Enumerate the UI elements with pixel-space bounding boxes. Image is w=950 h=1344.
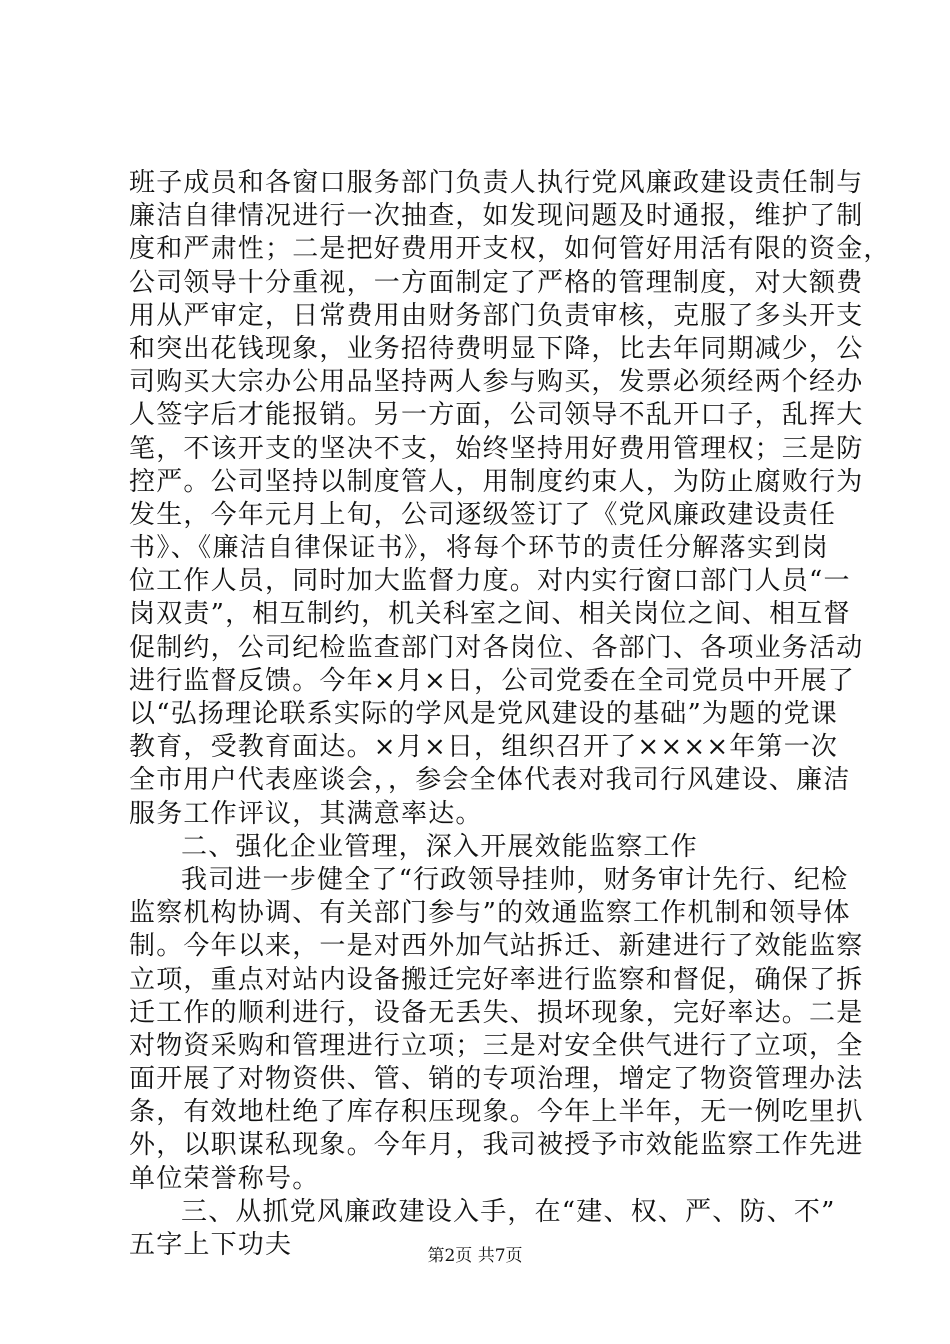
text-line: 班子成员和各窗口服务部门负责人执行党风廉政建设责任制与 — [129, 168, 864, 198]
text-line: 外，以职谋私现象。今年月，我司被授予市效能监察工作先进 — [129, 1130, 864, 1161]
text-line: 制。今年以来，一是对西外加气站拆迁、新建进行了效能监察 — [129, 931, 864, 962]
text-line: 司购买大宗办公用品坚持两人参与购买，发票必须经两个经办 — [129, 367, 864, 398]
text-line: 进行监督反馈。今年×月×日，公司党委在全司党员中开展了 — [129, 665, 855, 696]
text-line: 迁工作的顺利进行，设备无丢失、损坏现象，完好率达。二是 — [129, 997, 864, 1028]
text-line: 笔，不该开支的坚决不支，始终坚持用好费用管理权；三是防 — [129, 433, 864, 464]
text-line: 人签字后才能报销。另一方面，公司领导不乱开口子，乱挥大 — [129, 400, 864, 431]
text-line: 以“弘扬理论联系实际的学风是党风建设的基础”为题的党课 — [129, 699, 838, 729]
section-heading-continued: 五字上下功夫 — [129, 1230, 293, 1260]
text-line: 位工作人员，同时加大监督力度。对内实行窗口部门人员“一 — [129, 566, 851, 597]
text-line: 廉洁自律情况进行一次抽查，如发现问题及时通报，维护了制 — [129, 201, 864, 232]
section-heading: 三、从抓党风廉政建设入手，在“建、权、严、防、不” — [181, 1196, 836, 1227]
text-line: 公司领导十分重视，一方面制定了严格的管理制度，对大额费 — [129, 267, 864, 298]
text-line: 我司进一步健全了“行政领导挂帅，财务审计先行、纪检 — [181, 864, 849, 895]
text-line: 监察机构协调、有关部门参与”的效通监察工作机制和领导体 — [129, 898, 851, 929]
text-line: 和突出花钱现象，业务招待费明显下降，比去年同期减少，公 — [129, 333, 864, 364]
page-number-footer: 第2页 共7页 — [427, 1246, 523, 1266]
text-line: 发生，今年元月上旬，公司逐级签订了《党风廉政建设责任 — [129, 499, 837, 530]
text-line: 全市用户代表座谈会，，参会全体代表对我司行风建设、廉洁 — [129, 765, 851, 796]
text-line: 控严。公司坚持以制度管人，用制度约束人，为防止腐败行为 — [129, 466, 864, 497]
text-line: 促制约，公司纪检监查部门对各岗位、各部门、各项业务活动 — [129, 632, 864, 663]
text-line: 服务工作评议，其满意率达。 — [129, 798, 483, 829]
text-line: 条，有效地杜绝了库存积压现象。今年上半年，无一例吃里扒 — [129, 1097, 864, 1128]
text-line: 单位荣誉称号。 — [129, 1163, 320, 1194]
document-body — [129, 167, 891, 1262]
text-line: 面开展了对物资供、管、销的专项治理，增定了物资管理办法 — [129, 1064, 864, 1095]
text-line: 用从严审定，日常费用由财务部门负责审核，克服了多头开支 — [129, 300, 864, 331]
text-line: 立项，重点对站内设备搬迁完好率进行监察和督促，确保了拆 — [129, 964, 864, 995]
text-line: 岗双责”，相互制约，机关科室之间、相关岗位之间、相互督 — [129, 599, 851, 630]
text-line: 度和严肃性；二是把好费用开支权，如何管好用活有限的资金， — [129, 234, 891, 265]
text-line: 书》、《廉洁自律保证书》，将每个环节的责任分解落实到岗 — [129, 533, 829, 564]
section-heading: 二、强化企业管理，深入开展效能监察工作 — [181, 831, 698, 862]
text-line: 对物资采购和管理进行立项；三是对安全供气进行了立项，全 — [129, 1030, 864, 1061]
text-line: 教育，受教育面达。×月×日，组织召开了××××年第一次 — [129, 732, 839, 763]
